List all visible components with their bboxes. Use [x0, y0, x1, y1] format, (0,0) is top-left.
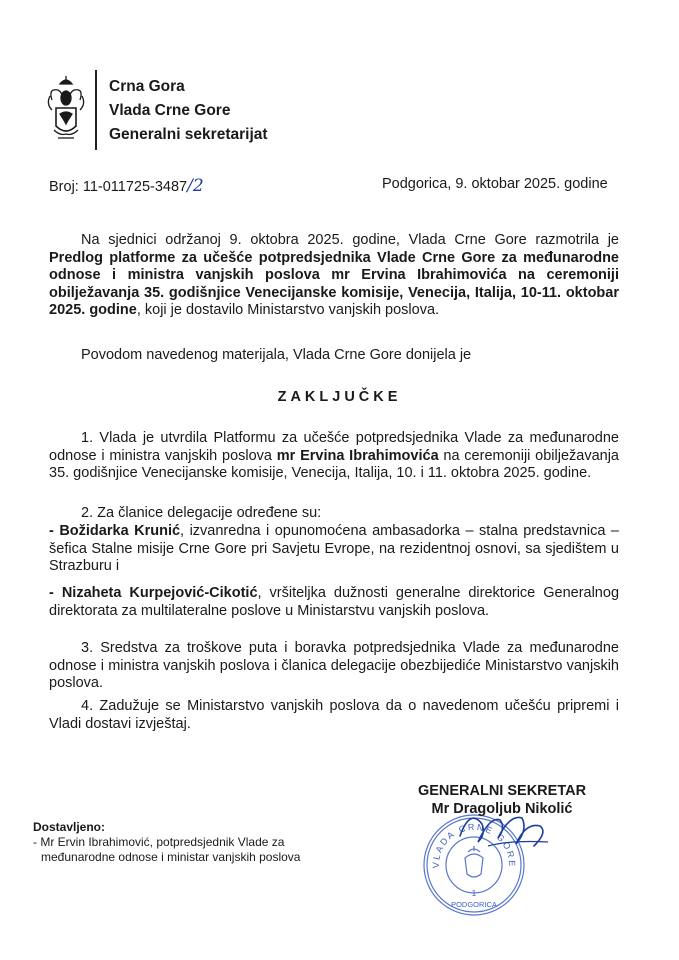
member-1-dash: -: [49, 523, 60, 539]
conclusion-2-intro: 2. Za članice delegacije određene su:: [81, 505, 322, 521]
delegation-member-1: [49, 523, 619, 576]
delivery-label: Dostavljeno:: [33, 820, 106, 834]
document-date: Podgorica, 9. oktobar 2025. godine: [382, 176, 608, 192]
handwritten-signature: [430, 806, 565, 852]
conclusion-1-text-b: na ceremoniji obilježavanja 35. godišnjice Venecijanske komisije, Venecija, Italija, 10. i 11. oktobra 2025. godine.: [49, 447, 619, 481]
member-2-name: Nizaheta Kurpejović-Cikotić: [61, 585, 258, 601]
member-1-role: , izvanredna i opunomoćena ambasadorka – stalna predstavnica – šefica Stalne misije Crne Gore pri Savjetu Evrope, na rezidentnoj osnovi, sa sjedištem u Strazburu i: [49, 523, 619, 574]
reference-handwritten-suffix: /2: [187, 176, 204, 196]
stamp-ring-text: VLADA CRNE GORE: [430, 821, 518, 869]
stamp-number: 1: [471, 889, 477, 898]
intro-text-b: , koji je dostavilo Ministarstvo vanjskih poslova.: [136, 302, 440, 318]
header-secretariat: Generalni sekretarijat: [109, 126, 268, 143]
member-2-dash: -: [49, 585, 62, 601]
coat-of-arms-icon: [44, 74, 88, 146]
member-1-name: Božidarka Krunić: [59, 523, 181, 539]
reference-number: [49, 176, 204, 196]
conclusion-3: 3. Sredstva za troškove puta i boravka potpredsjednika Vlade za međunarodne odnose i ministra vanjskih poslova i članica delegacije obezbijediće Ministarstvo vanjskih poslova.: [49, 640, 619, 691]
delivery-recipient-line-1: - Mr Ervin Ibrahimović, potpredsjednik Vlade za: [33, 835, 285, 849]
intro-paragraph-2: Povodom navedenog materijala, Vlada Crne Gore donijela je: [81, 347, 472, 363]
conclusion-4: 4. Zadužuje se Ministarstvo vanjskih poslova da o navedenom učešću pripremi i Vladi dostavi izvještaj.: [49, 698, 619, 732]
stamp-city: PODGORICA: [451, 900, 497, 909]
header-divider: [95, 70, 97, 150]
intro-paragraph: [49, 232, 619, 320]
conclusion-1-text-a: 1. Vlada je utvrdila Platformu za učešće potpredsjednika Vlade za međunarodne odnose i ministra vanjskih poslova: [49, 430, 619, 464]
header-country: Crna Gora: [109, 78, 185, 95]
intro-bold-subject: Predlog platforme za učešće potpredsjednika Vlade Crne Gore za međunarodne odnose i ministra vanjskih poslova mr Ervina Ibrahimovića na ceremoniji obilježavanja 35. godišnjice Venecijanske komisije, Venecija, Italija, 10-11. oktobar 2025. godine: [49, 249, 619, 318]
header-government: Vlada Crne Gore: [109, 102, 231, 119]
delivery-list: [33, 820, 300, 865]
conclusion-1-bold-name: mr Ervina Ibrahimovića: [276, 447, 439, 464]
signatory-name: Mr Dragoljub Nikolić: [431, 801, 573, 817]
section-title: ZAKLJUČKE: [277, 389, 402, 405]
signatory-title: GENERALNI SEKRETAR: [417, 783, 587, 799]
delivery-recipient-line-2: međunarodne odnose i ministar vanjskih poslova: [41, 850, 301, 864]
conclusion-1: [49, 430, 619, 483]
delegation-member-2: [49, 585, 619, 620]
member-2-role: , vršiteljka dužnosti generalne direktorice Generalnog direktorata za multilateralne poslove u Ministarstvu vanjskih poslova.: [49, 585, 620, 619]
intro-text-a: Na sjednici održanoj 9. oktobra 2025. godine, Vlada Crne Gore razmotrila je: [81, 232, 619, 248]
reference-label: Broj: 11-011725-3487: [49, 179, 188, 195]
